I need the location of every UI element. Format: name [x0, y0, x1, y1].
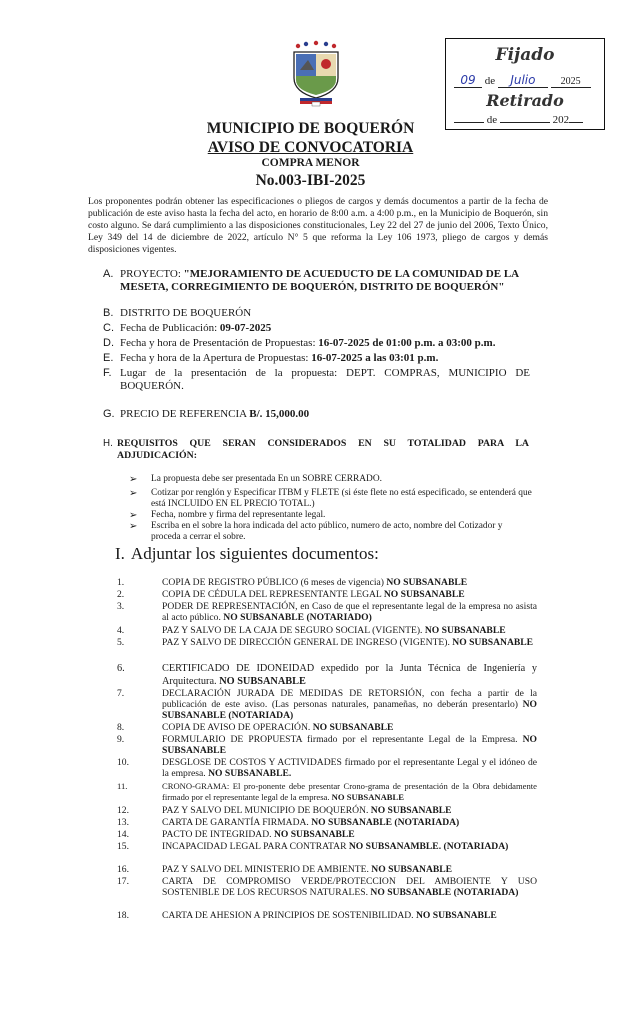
item-c — [120, 322, 271, 335]
stamp-fijado: Fijado — [495, 45, 555, 65]
item-d-text: Fecha y hora de Presentación de Propuestas: — [120, 337, 319, 349]
item-b: DISTRITO DE BOQUERÓN — [120, 307, 252, 319]
document-item: 12. PAZ Y SALVO DEL MUNICIPIO DE BOQUERÓN. NO SUBSANABLE — [117, 805, 452, 816]
item-e — [120, 352, 438, 365]
item-h-label: H. — [103, 438, 113, 449]
intro-paragraph: Los proponentes podrán obtener las especificaciones o pliegos de cargos y demás documentos a partir de la fecha de publicación de este aviso hasta la fecha del acto, en horario de 8:00 a.m. a 4:00 p.m., en la Municipio de Boquerón, sin costo alguno. Se dará cumplimiento a las disposiciones constitucionales, Ley 22 del 27 de junio del 2006, Texto Único, Ley 349 del 14 de diciembre de 2022, artículo N° 5 que reforma la Ley 106 1973, pliego de cargos y demás disposiciones vigentes. — [88, 196, 548, 255]
item-d — [120, 337, 495, 350]
item-c-text: Fecha de Publicación: — [120, 322, 220, 334]
item-a-text: PROYECTO: — [120, 268, 184, 280]
document-item: 14. PACTO DE INTEGRIDAD. NO SUBSANABLE — [117, 829, 355, 840]
document-item: 18. CARTA DE AHESION A PRINCIPIOS DE SOSTENIBILIDAD. NO SUBSANABLE — [117, 910, 497, 921]
item-a-project: "MEJORAMIENTO DE ACUEDUCTO DE LA COMUNIDAD DE LA MESETA, CORREGIMIENTO DE BOQUERÓN, DISTRITO DE BOQUERÓN" — [120, 268, 519, 293]
item-g — [120, 408, 309, 421]
document-item: 8. COPIA DE AVISO DE OPERACIÓN. NO SUBSANABLE — [117, 722, 394, 733]
notice-number: No.003-IBI-2025 — [255, 172, 366, 189]
stamp-de-1: de — [484, 75, 496, 87]
item-e-text: Fecha y hora de la Apertura de Propuestas: — [120, 352, 312, 364]
item-h-requirements: REQUISITOS QUE SERAN CONSIDERADOS EN SU TOTALIDAD PARA LA ADJUDICACIÓN: — [117, 438, 529, 461]
bullet-item: ➢ Cotizar por renglón y Especificar ITBM y FLETE (si éste flete no está especificado, se entenderá que está INCLUIDO EN EL PRECIO TOTAL.) — [129, 488, 532, 509]
document-item: 16. PAZ Y SALVO DEL MINISTERIO DE AMBIENTE. NO SUBSANABLE — [117, 864, 453, 875]
item-g-price: B/. 15,000.00 — [249, 408, 310, 420]
document-item: 3. PODER DE REPRESENTACIÓN, en Caso de que el representante legal de la empresa no asista al acto público. NO SUBSANABLE (NOTARIADO) — [117, 601, 537, 623]
bullet-item: ➢ Fecha, nombre y firma del representante legal. — [129, 510, 326, 521]
document-item: 6. CERTIFICADO DE IDONEIDAD expedido por la Junta Técnica de Ingeniería y Arquitectura. NO SUBSANABLE — [117, 663, 537, 687]
document-item: 17. CARTA DE COMPROMISO VERDE/PROTECCION DEL AMBOIENTE Y USO SOSTENIBLE DE LOS RECURSOS NATURALES. NO SUBSANABLE (NOTARIADA) — [117, 876, 537, 898]
section-i-label: I. — [115, 544, 125, 563]
stamp-year-2: 202 — [552, 114, 570, 126]
municipality-title: MUNICIPIO DE BOQUERÓN — [206, 120, 415, 137]
stamp-fijado-date — [454, 73, 599, 88]
stamp-year: 2025 — [551, 76, 591, 88]
document-item: 13. CARTA DE GARANTÍA FIRMADA. NO SUBSANABLE (NOTARIADA) — [117, 817, 460, 828]
purchase-type: COMPRA MENOR — [261, 157, 360, 169]
item-b-label: B. — [103, 307, 114, 319]
document-item: 4. PAZ Y SALVO DE LA CAJA DE SEGURO SOCIAL (VIGENTE). NO SUBSANABLE — [117, 625, 506, 636]
item-g-label: G. — [103, 408, 115, 420]
item-c-label: C. — [103, 322, 114, 334]
arrow-icon: ➢ — [129, 474, 138, 485]
arrow-icon: ➢ — [129, 488, 138, 499]
item-c-date: 09-07-2025 — [219, 322, 272, 334]
stamp-month: Julio — [498, 73, 548, 88]
document-item: 15. INCAPACIDAD LEGAL PARA CONTRATAR NO SUBSANAMBLE. (NOTARIADA) — [117, 841, 509, 852]
posting-stamp — [445, 38, 605, 130]
document-item: 1. COPIA DE REGISTRO PÚBLICO (6 meses de vigencia) NO SUBSANABLE — [117, 577, 468, 588]
arrow-icon: ➢ — [129, 521, 138, 532]
item-e-datetime: 16-07-2025 a las 03:01 p.m. — [311, 352, 439, 364]
stamp-day: 09 — [454, 73, 482, 88]
section-i-heading — [115, 544, 379, 564]
arrow-icon: ➢ — [129, 510, 138, 521]
item-d-datetime: 16-07-2025 de 01:00 p.m. a 03:00 p.m. — [318, 337, 496, 349]
item-g-text: PRECIO DE REFERENCIA — [120, 408, 250, 420]
document-item: 10. DESGLOSE DE COSTOS Y ACTIVIDADES firmado por el representante Legal y el idóneo de la empresa. NO SUBSANABLE. — [117, 757, 537, 779]
document-item: 5. PAZ Y SALVO DE DIRECCIÓN GENERAL DE INGRESO (VIGENTE). NO SUBSANABLE — [117, 637, 534, 648]
crest-stars-icon — [296, 41, 336, 48]
item-f: Lugar de la presentación de la propuesta: DEPT. COMPRAS, MUNICIPIO DE BOQUERÓN. — [120, 367, 530, 392]
document-item: 11. CRONO-GRAMA: El pro-ponente debe presentar Crono-grama de presentación de la Obra debidamente firmado por el representante legal de la empresa. NO SUBSANABLE — [117, 781, 537, 802]
bullet-item: ➢ La propuesta debe ser presentada En un SOBRE CERRADO. — [129, 474, 382, 485]
document-item: 2. COPIA DE CÉDULA DEL REPRESENTANTE LEGAL NO SUBSANABLE — [117, 589, 465, 600]
item-a-label: A. — [103, 268, 114, 280]
item-f-label: F. — [103, 367, 112, 379]
notice-title: AVISO DE CONVOCATORIA — [207, 139, 414, 156]
document-item: 7. DECLARACIÓN JURADA DE MEDIDAS DE RETORSIÓN, con fecha a partir de la publicación de este aviso. (Las personas naturales, panameñas, no deberán presentarlo) NO SUBSANABLE (NOTARIADA) — [117, 688, 537, 721]
item-e-label: E. — [103, 352, 114, 364]
document-item: 9. FORMULARIO DE PROPUESTA firmado por el representante Legal de la Empresa. NO SUBSANABLE — [117, 734, 537, 756]
item-a — [120, 268, 530, 293]
stamp-retirado: Retirado — [486, 91, 564, 110]
bullet-item: ➢ Escriba en el sobre la hora indicada del acto público, numero de acto, nombre del Cotizador y proceda a cerrar el sobre. — [129, 521, 503, 542]
municipal-crest — [288, 40, 344, 108]
section-i-title: Adjuntar los siguientes documentos: — [130, 544, 379, 563]
stamp-de-2: de — [486, 114, 498, 126]
item-d-label: D. — [103, 337, 114, 349]
